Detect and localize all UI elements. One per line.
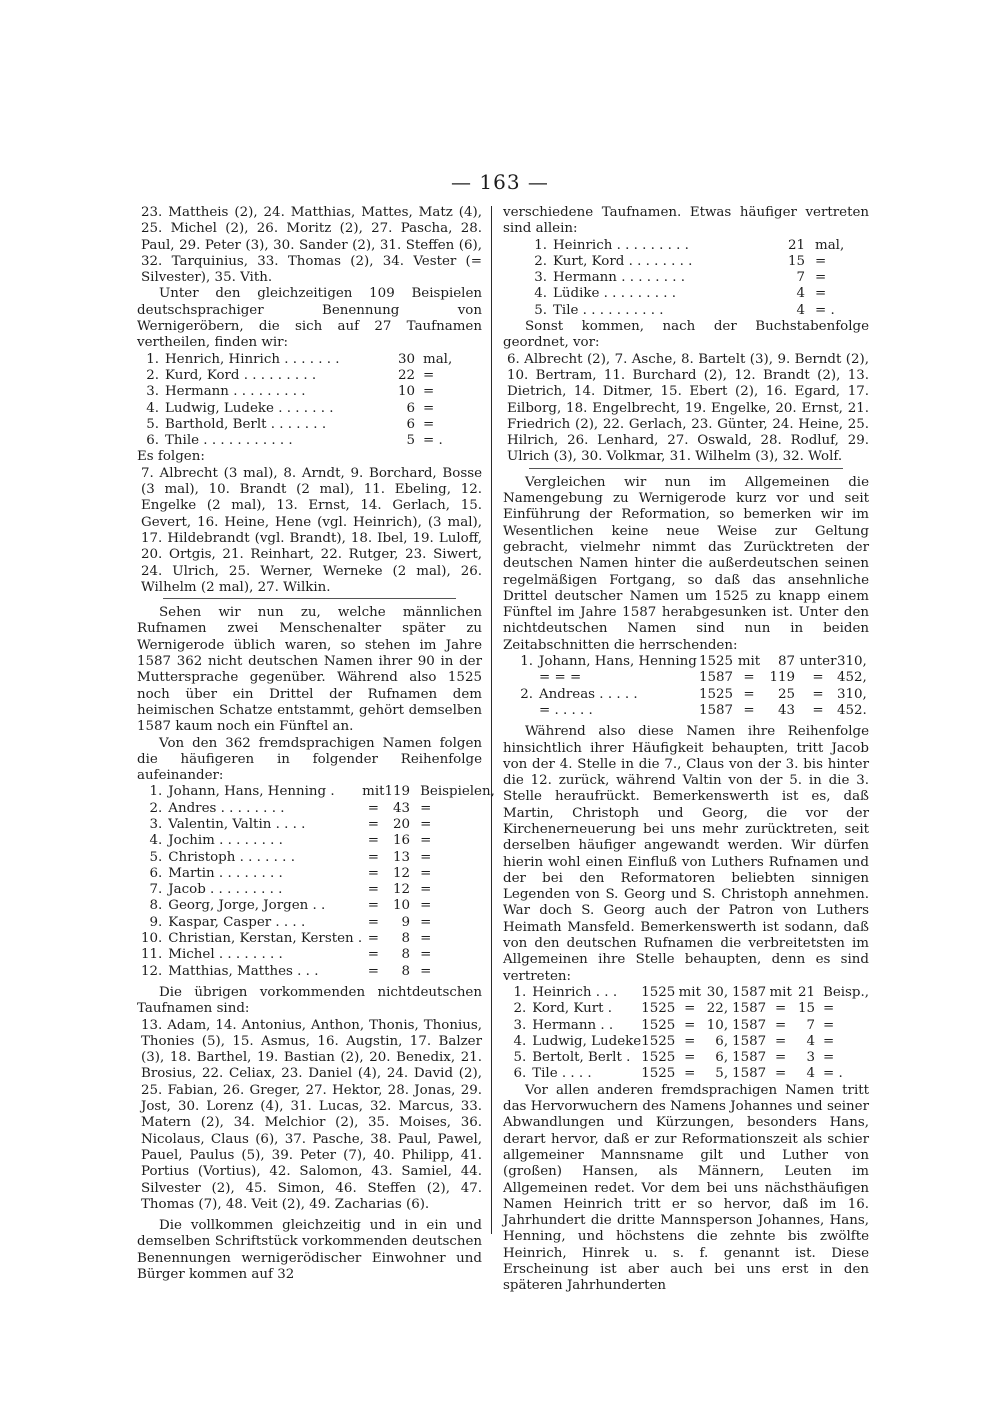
table-row [507, 1018, 869, 1034]
table-row [507, 1066, 869, 1082]
table-cell: 22 [397, 367, 415, 383]
table-cell: Thile . . . . . . . . . . . [165, 433, 293, 449]
table-cell: = [367, 947, 379, 963]
table-cell: 5 [406, 433, 415, 449]
table-cell: = [743, 670, 755, 686]
table-cell: Johann, Hans, Henning [539, 654, 697, 670]
paragraph: Es folgen: [137, 449, 205, 465]
table-cell: Beispielen, [420, 784, 495, 800]
table-cell: 4. [149, 833, 163, 849]
table-row [529, 270, 844, 286]
table-cell: = [367, 963, 379, 979]
table-cell: 1587 [732, 1033, 767, 1049]
table-cell: = . [423, 433, 443, 449]
paragraph: Die vollkommen gleichzeitig und in ein und demselben Schriftstück vorkommenden deutschen Benennungen wernigerödischer Einwohner und Bürger kommen auf 32 [137, 1218, 482, 1282]
table-cell: 7 [806, 1017, 815, 1033]
table-cell: 21 [787, 237, 805, 253]
table-cell: Heinrich . . . [532, 984, 618, 1000]
table-row [141, 882, 495, 898]
table-cell: 1525 [641, 1033, 676, 1049]
table-cell: = [367, 898, 379, 914]
table-cell: Barthold, Berlt . . . . . . . [165, 416, 327, 432]
table-row [141, 384, 452, 400]
table-row [141, 368, 452, 384]
table-cell: Tile . . . . . . . . . . [553, 302, 664, 318]
table-cell: Jacob . . . . . . . . . [168, 882, 283, 898]
table-row [141, 784, 495, 800]
table-cell: 452. [837, 702, 867, 718]
table-cell: 2. [513, 1001, 527, 1017]
table-cell: 3. [146, 384, 159, 400]
table-cell: = [367, 931, 379, 947]
table-row [141, 850, 495, 866]
table-cell: = [815, 286, 827, 302]
table-cell: 119 [384, 784, 411, 800]
table-cell: 4 [806, 1033, 815, 1049]
table-cell: 1525 [699, 654, 734, 670]
table-cell: = [775, 1066, 787, 1082]
table-row [141, 417, 452, 433]
table-cell: = [812, 702, 824, 718]
table-cell: = [815, 253, 827, 269]
table-cell: 6, [715, 1050, 729, 1066]
table-cell: 1587 [732, 1050, 767, 1066]
table-cell: 13 [393, 849, 411, 865]
table-cell: 10 [393, 898, 411, 914]
table-cell: = [423, 384, 435, 400]
table-row [529, 254, 844, 270]
table-cell: = [775, 1033, 787, 1049]
table-cell: 30 [397, 351, 415, 367]
table-cell: 11. [141, 947, 163, 963]
paragraph: verschiedene Taufnamen. Etwas häufiger vertreten sind allein: [503, 205, 869, 237]
table-cell: = [684, 1066, 696, 1082]
paragraph: Von den 362 fremdsprachigen Namen folgen die häufigeren in folgender Reihenfolge aufeinander: [137, 735, 482, 784]
table-cell: 43 [777, 702, 795, 718]
table-cell: = [420, 898, 432, 914]
table-cell: = [423, 400, 435, 416]
table-cell: 3. [534, 270, 547, 286]
table-row [513, 703, 867, 719]
comparison-table [513, 654, 867, 719]
table-row [141, 352, 452, 368]
table-cell: Andreas . . . . . [539, 686, 638, 702]
table-cell: 5. [534, 302, 547, 318]
table-cell: = [815, 270, 827, 286]
table-row [507, 985, 869, 1001]
foreign-name-table [141, 784, 495, 980]
paragraph: Vor allen anderen fremdsprachigen Namen tritt das Hervorwuchern des Namens Johannes und seiner Abwandlungen und Kürzungen, besonders Hans, derart hervor, daß er zur Reformationszeit als schier allgemeiner Mannsname gilt und Luther von (großen) Hansen, als Männern, Leuten im Allgemeinen redet. Vor dem bei uns nächsthäufigen Namen Heinrich tritt er so hervor, daß im 16. Jahrhundert die dritte Mannsperson Johannes, Hans, Henning, und höchstens die zehnte bis zwölfte Heinrich, Hinrek u. s. f. genannt ist. Diese Erscheinung ist aber auch bei uns erst in den späteren Jahrhunderten [503, 1082, 869, 1294]
table-cell: Kurt, Kord . . . . . . . . [553, 253, 693, 269]
table-cell: 25 [777, 686, 795, 702]
paragraph: Während also diese Namen ihre Reihenfolge hinsichtlich ihrer Häufigkeit behaupten, tritt Jacob von der 4. Stelle in die 7., Claus von der 3. bis hinter die 12. zurück, während Valtin von der 5. in die 3. Stelle heraufrückt. Bemerkenswerth ist es, daß Martin, Christoph und Georg, die vor der Kirchenerneuerung bei uns mehr zurücktreten, seit derselben häufiger angewandt werden. Wir dürfen hierin wohl einen Einfluß von Luthers Rufnamen und der bei den Reformatoren beliebten sinnigen Legenden von S. Georg und S. Christoph annehmen. War doch S. Georg auch der Patron von Luthers Heimath Mansfeld. Bemerkenswerth ist sodann, daß von den deutschen Rufnamen die verbreitetsten im Allgemeinen ihre Stelle behaupten, denn es sind vertreten: [503, 724, 869, 984]
table-cell: = . [815, 302, 835, 318]
table-cell: = [423, 367, 435, 383]
table-cell: Hermann . . . . . . . . . [165, 384, 306, 400]
name-frequency-table [141, 352, 452, 450]
table-cell: = = = [539, 670, 582, 686]
column-divider [491, 206, 492, 1234]
table-cell: 1525 [641, 984, 676, 1000]
table-cell: = [367, 816, 379, 832]
table-cell: = [822, 1017, 835, 1033]
table-cell: mit [769, 984, 792, 1000]
table-row [141, 866, 495, 882]
table-cell: 4. [513, 1033, 527, 1049]
table-cell: 1587 [699, 702, 734, 718]
table-cell: 1525 [699, 686, 734, 702]
paragraph: Vergleichen wir nun im Allgemeinen die Namengebung zu Wernigerode kurz vor und seit Einführung der Reformation, so bemerken wir im Wesentlichen keine neue Weise zur Geltung gebracht, vielmehr nimmt das Zurücktreten der deutschen Namen hinter die außerdeutschen seinen regelmäßigen Fortgang, so daß das ansehnliche Drittel deutscher Namen um 1525 zu knapp einem Fünftel im Jahre 1587 herabgesunken ist. Unter den nichtdeutschen Namen sind nun in beiden Zeitabschnitten die herrschenden: [503, 474, 869, 653]
table-cell: = [367, 833, 379, 849]
table-cell: = [420, 882, 432, 898]
table-cell: 6 [406, 416, 415, 432]
table-cell: 1587 [732, 1017, 767, 1033]
table-cell: 4 [796, 302, 805, 318]
table-cell: 4. [146, 400, 159, 416]
table-cell: = [367, 865, 379, 881]
table-cell: 3 [806, 1050, 815, 1066]
table-cell: 1. [146, 351, 159, 367]
table-cell: 9 [401, 914, 411, 930]
table-row [529, 303, 844, 319]
table-cell: 1. [149, 784, 163, 800]
table-cell: = [420, 947, 432, 963]
table-cell: 7. [149, 882, 163, 898]
paragraph: 13. Adam, 14. Antonius, Anthon, Thonis, Thonius, Thonies (5), 15. Asmus, 16. Augstin, 17. Balzer (3), 18. Barthel, 19. Bastian (2), 20. Benedix, 21. Brosius, 22. Celiax, 23. Daniel (4), 24. David (2), 25. Fabian, 26. Greger, 27. Hektor, 28. Jonas, 29. Jost, 30. Lorenz (4), 31. Lucas, 32. Marcus, 33. Matern (2), 34. Melchior (2), 35. Moises, 36. Nicolaus, Claus (6), 37. Pasche, 38. Paul, Pawel, Pauel, Paulus (5), 39. Peter (7), 40. Philipp, 41. Portius (Vortius), 42. Salomon, 43. Samiel, 44. Silvester (2), 45. Simon, 46. Steffen (2), 47. Thomas (7), 48. Veit (2), 49. Zacharias (6). [141, 1017, 482, 1212]
table-cell: 5. [149, 849, 163, 865]
table-cell: Michel . . . . . . . . [168, 947, 283, 963]
table-cell: 20 [393, 816, 411, 832]
table-cell: = [812, 686, 824, 702]
page-number: — 163 — [451, 170, 549, 194]
table-cell: Bertolt, Berlt . [532, 1050, 631, 1066]
table-cell: 4 [806, 1066, 815, 1082]
table-cell [513, 670, 539, 686]
table-cell: 5, [715, 1066, 729, 1082]
table-cell: 30, [706, 984, 729, 1000]
table-cell: Matthias, Matthes . . . [168, 963, 319, 979]
right-column [503, 205, 869, 1295]
table-cell: = [743, 686, 755, 702]
table-cell: = [743, 702, 755, 718]
table-cell: = [367, 914, 379, 930]
table-cell: 1587 [699, 670, 734, 686]
table-cell: Lüdike . . . . . . . . . [553, 286, 677, 302]
name-frequency-table [529, 238, 844, 319]
table-cell: 8. [149, 898, 163, 914]
table-cell: = [420, 833, 432, 849]
table-cell: Valentin, Valtin . . . . [168, 816, 306, 832]
table-cell: = [420, 800, 432, 816]
table-cell: 5. [146, 416, 159, 432]
table-cell: Hermann . . [532, 1017, 614, 1033]
table-cell: mit [678, 984, 701, 1000]
table-cell: 6 [406, 400, 415, 416]
table-cell: 12 [393, 882, 411, 898]
table-cell: 1. [513, 984, 527, 1000]
table-row [513, 670, 867, 686]
table-cell: Kaspar, Casper . . . . [168, 914, 306, 930]
table-cell [513, 703, 539, 719]
table-cell: = [812, 670, 824, 686]
table-cell: 4 [796, 286, 805, 302]
table-cell: Johann, Hans, Henning . [168, 784, 335, 800]
table-cell: 15 [797, 1001, 815, 1017]
table-cell: Henrich, Hinrich . . . . . . . [165, 351, 340, 367]
table-cell: 4. [534, 286, 547, 302]
table-cell: 2. [520, 686, 533, 702]
table-cell: Andres . . . . . . . . [168, 800, 285, 816]
table-row [513, 654, 867, 670]
table-cell: 10. [141, 931, 163, 947]
table-cell: mal, [815, 237, 845, 253]
table-cell: 22, [706, 1001, 729, 1017]
table-cell: Christian, Kerstan, Kersten . [168, 931, 363, 947]
table-cell: mit [737, 654, 761, 670]
table-cell: Martin . . . . . . . . [168, 865, 283, 881]
paragraph: 7. Albrecht (3 mal), 8. Arndt, 9. Borchard, Bosse (3 mal), 10. Brandt (2 mal), 11. Ebeling, 12. Engelke (2 mal), 13. Ernst, 14. Gerlach, 15. Gevert, 16. Heine, Hene (vgl. Heinrich), (3 mal), 17. Hildebrandt (vgl. Brandt), 18. Ibel, 19. Luloff, 20. Ortgis, 21. Reinhart, 22. Rutger, 23. Siwert, 24. Ulrich, 25. Werner, Werneke (2 mal), 26. Wilhelm (2 mal), 27. Wilkin. [141, 465, 482, 595]
paragraph: Unter den gleichzeitigen 109 Beispielen deutschsprachiger Benennung von Wernigeröbern, die sich auf 27 Taufnamen vertheilen, finden wir: [137, 286, 482, 351]
table-cell: 10 [397, 384, 415, 400]
table-cell: Beisp., [822, 984, 869, 1000]
table-cell: = [684, 1050, 696, 1066]
table-cell: = [684, 1033, 696, 1049]
table-cell: 12. [141, 963, 163, 979]
paragraph: 6. Albrecht (2), 7. Asche, 8. Bartelt (3), 9. Berndt (2), 10. Bertram, 11. Burchard (2), 12. Brandt (2), 13. Dietrich, 14. Ditmer, 15. Ebert (2), 16. Egard, 17. Eilborg, 18. Engelbrecht, 19. Engelke, 20. Ernst, 21. Friedrich (2), 22. Gerlach, 23. Günter, 24. Heine, 25. Hilrich, 26. Lenhard, 27. Oswald, 28. Rodluf, 29. Ulrich (3), 30. Volkmar, 31. Wilhelm (3), 32. Wolf. [507, 351, 869, 465]
table-cell: Christoph . . . . . . . [168, 849, 295, 865]
table-row [507, 1034, 869, 1050]
table-cell: Hermann . . . . . . . . [553, 270, 686, 286]
table-row [141, 915, 495, 931]
table-cell: = [420, 816, 432, 832]
table-cell: Ludwig, Ludeke . . . . . . . [165, 400, 334, 416]
table-cell: 1. [520, 654, 533, 670]
table-cell: = [420, 963, 432, 979]
table-cell: = [420, 914, 432, 930]
table-cell: Georg, Jorge, Jorgen . . [168, 898, 326, 914]
table-cell: = [822, 1033, 835, 1049]
paragraph: Die übrigen vorkommenden nichtdeutschen Taufnamen sind: [137, 984, 482, 1017]
table-cell: Tile . . . . [532, 1066, 592, 1082]
section-rule [163, 598, 456, 599]
table-cell: 1587 [732, 1066, 767, 1082]
table-cell: = . [822, 1066, 843, 1082]
table-row [513, 687, 867, 703]
paragraph: Sehen wir nun zu, welche männlichen Rufnamen zwei Menschenalter später zu Wernigerode üblich waren, so stehen im Jahre 1587 362 nicht deutschen Namen ihrer 90 in der Muttersprache gegenüber. Während also 1525 noch über ein Drittel der Rufnamen dem heimischen Schatze entstammt, gehört demselben 1587 kaum noch ein Fünftel an. [137, 605, 482, 735]
table-cell: 452, [837, 670, 867, 686]
table-cell: 2. [534, 253, 547, 269]
table-cell: = [420, 931, 432, 947]
table-row [141, 833, 495, 849]
table-cell: 310, [837, 686, 867, 702]
table-cell: 15 [787, 253, 805, 269]
table-cell: 8 [401, 947, 411, 963]
table-cell: Heinrich . . . . . . . . . [553, 237, 689, 253]
table-cell: 1525 [641, 1066, 676, 1082]
table-cell: = [775, 1017, 787, 1033]
table-row [141, 947, 495, 963]
table-cell: 43 [393, 800, 411, 816]
table-cell: 2. [146, 367, 159, 383]
table-row [507, 1050, 869, 1066]
table-cell: 1525 [641, 1017, 676, 1033]
section-rule [529, 468, 843, 469]
table-cell: 6. [149, 865, 163, 881]
table-cell: = [822, 1050, 835, 1066]
table-cell: 87 [777, 654, 795, 670]
table-row [141, 931, 495, 947]
table-cell: 6. [146, 433, 159, 449]
table-cell: 5. [513, 1050, 527, 1066]
table-row [529, 286, 844, 302]
table-cell: 10, [706, 1017, 729, 1033]
table-row [141, 964, 495, 980]
table-cell: 7 [796, 270, 805, 286]
left-column [137, 205, 495, 1283]
table-cell: 8 [401, 931, 411, 947]
table-cell: 310, [837, 654, 867, 670]
table-cell: = [367, 882, 379, 898]
table-cell: 1525 [641, 1001, 676, 1017]
table-cell: 1. [534, 237, 547, 253]
table-cell: = [684, 1001, 696, 1017]
table-cell: = [367, 800, 379, 816]
table-cell: 1587 [732, 1001, 767, 1017]
table-cell: = [420, 865, 432, 881]
german-names-comparison-table [507, 985, 869, 1083]
table-cell: 21 [797, 984, 815, 1000]
table-cell: = [367, 849, 379, 865]
table-cell: 1587 [732, 984, 767, 1000]
table-row [141, 433, 452, 449]
table-cell: 8 [401, 963, 411, 979]
table-row [507, 1001, 869, 1017]
table-cell: 3. [513, 1017, 527, 1033]
table-row [141, 401, 452, 417]
table-cell: 119 [769, 670, 795, 686]
table-cell: Ludwig, Ludeke [532, 1033, 642, 1049]
table-cell: 12 [393, 865, 411, 881]
table-cell: = [420, 849, 432, 865]
table-cell: 2. [149, 800, 163, 816]
paragraph: 23. Mattheis (2), 24. Matthias, Mattes, Matz (4), 25. Michel (2), 26. Moritz (2), 27. Pascha, 28. Paul, 29. Peter (3), 30. Sander (2), 31. Steffen (6), 32. Tarquinius, 33. Thomas (2), 34. Vester (= Silvester), 35. Vith. [141, 205, 482, 286]
table-cell: mit [362, 784, 385, 800]
table-cell: unter [799, 654, 837, 670]
table-cell: 6. [513, 1066, 527, 1082]
table-cell: 16 [393, 833, 411, 849]
paragraph: Sonst kommen, nach der Buchstabenfolge geordnet, vor: [503, 319, 869, 351]
table-cell: = [775, 1050, 787, 1066]
table-cell: = [684, 1017, 696, 1033]
table-row [141, 898, 495, 914]
table-cell: 9. [149, 914, 163, 930]
table-cell: Kord, Kurt . [532, 1001, 613, 1017]
table-row [529, 238, 844, 254]
table-cell: 1525 [641, 1050, 676, 1066]
table-cell: = [423, 416, 435, 432]
table-row [141, 817, 495, 833]
table-cell: = [822, 1001, 835, 1017]
table-cell: 3. [149, 816, 163, 832]
table-cell: = [775, 1001, 787, 1017]
table-cell: Jochim . . . . . . . . [168, 833, 283, 849]
table-cell: 6, [715, 1033, 729, 1049]
table-cell: Kurd, Kord . . . . . . . . . [165, 367, 317, 383]
table-row [141, 801, 495, 817]
table-cell: mal, [423, 351, 453, 367]
table-cell: = . . . . . [539, 702, 593, 718]
